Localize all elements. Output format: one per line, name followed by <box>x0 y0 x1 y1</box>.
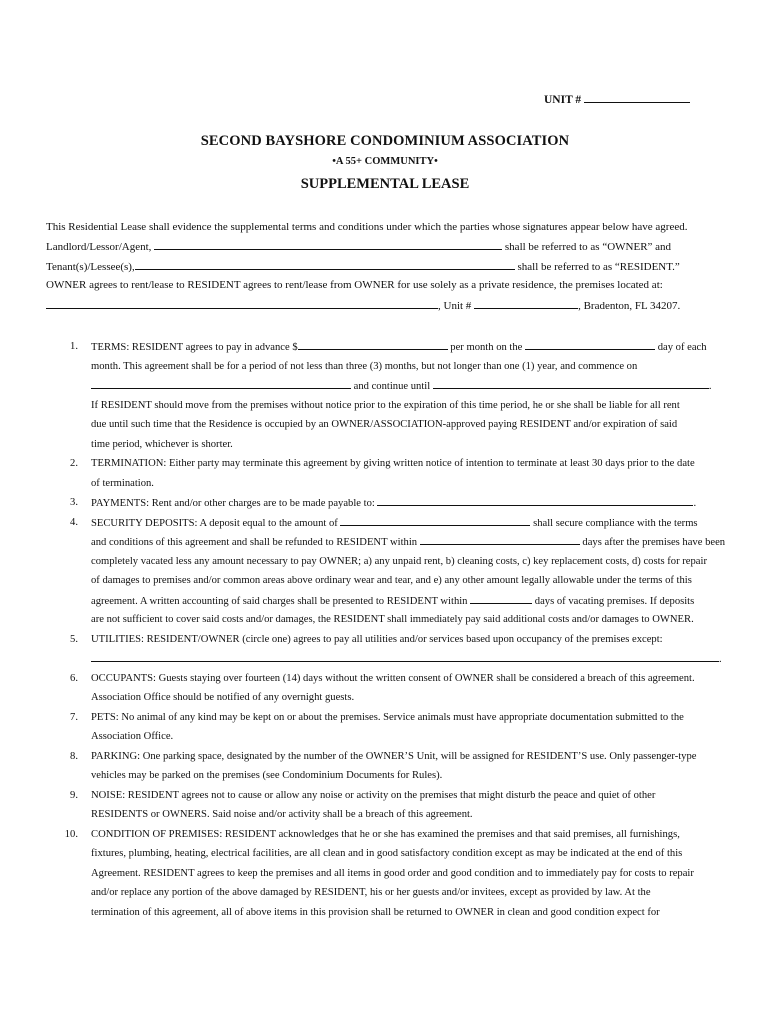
tenant-label: Tenant(s)/Lessee(s), <box>46 260 135 273</box>
item-text: shall secure compliance with the terms <box>533 517 698 529</box>
item-text: completely vacated less any amount necessary to pay OWNER; a) any unpaid rent, b) cleaning costs, c) key replacement costs, d) costs for repair <box>91 555 707 567</box>
list-item-occupants <box>46 669 726 708</box>
item-text: TERMINATION: Either party may terminate this agreement by giving written notice of intention to terminate at least 30 days prior to the date <box>91 458 695 469</box>
item-text: TERMS: RESIDENT agrees to pay in advance $ <box>91 342 298 353</box>
item-text: per month on the <box>450 342 523 353</box>
unit-label-inline: , Unit # <box>438 299 472 312</box>
item-text: of termination. <box>91 477 154 489</box>
item-number: 6. <box>70 672 78 684</box>
premises-unit-blank[interactable] <box>474 296 578 309</box>
document-title: SUPPLEMENTAL LEASE <box>300 176 470 192</box>
item-number: 10. <box>64 828 78 840</box>
item-text: UTILITIES: RESIDENT/OWNER (circle one) agrees to pay all utilities and/or services based upon occupancy of the premises except: <box>91 633 663 645</box>
item-text: of damages to premises and/or common areas above ordinary wear and tear, and e) any other amount legally allowable under the terms of this <box>91 575 692 586</box>
item-text: . <box>708 381 712 392</box>
item-number: 7. <box>70 711 78 723</box>
item-text: RESIDENTS or OWNERS. Said noise and/or activity shall be a breach of this agreement. <box>91 809 473 820</box>
community-subtitle: •A 55+ COMMUNITY• <box>332 156 438 167</box>
landlord-blank[interactable] <box>154 237 502 250</box>
item-number: 8. <box>70 750 78 762</box>
tenant-line <box>46 257 726 276</box>
item-text: OCCUPANTS: Guests staying over fourteen (14) days without the written consent of OWNER shall be considered a breach of this agreement. <box>91 672 695 684</box>
end-date-blank[interactable] <box>433 376 709 389</box>
item-text: days of vacating premises. If deposits <box>534 595 695 607</box>
landlord-suffix: shall be referred to as “OWNER” and <box>504 241 672 254</box>
deposit-amount-blank[interactable] <box>340 513 530 526</box>
item-text: agreement. A written accounting of said charges shall be presented to RESIDENT within <box>91 595 468 607</box>
item-number: 9. <box>70 789 78 801</box>
commence-date-blank[interactable] <box>91 376 351 389</box>
landlord-line <box>46 237 726 256</box>
list-item-security-deposits <box>46 513 726 630</box>
item-text: . <box>719 654 722 665</box>
item-text: day of each <box>657 342 707 353</box>
item-text: and continue until <box>353 381 431 392</box>
unit-number-field <box>544 92 690 106</box>
list-item-terms <box>46 337 726 454</box>
intro-line: This Residential Lease shall evidence the supplemental terms and conditions under which the parties whose signatures appear below have agreed. <box>46 221 688 233</box>
payee-blank[interactable] <box>377 493 693 506</box>
item-text: . <box>693 498 697 509</box>
item-text: termination of this agreement, all of above items in this provision shall be returned to OWNER in clean and good condition expect for <box>91 906 660 918</box>
item-text: days after the premises have been <box>582 537 726 548</box>
premises-line <box>46 296 726 315</box>
item-text: CONDITION OF PREMISES: RESIDENT acknowledges that he or she has examined the premises and that said premises, all furnishings, <box>91 828 680 840</box>
item-text: Agreement. RESIDENT agrees to keep the premises and all items in good order and good condition and to immediately pay for costs to repair <box>91 867 694 879</box>
item-text: due until such time that the Residence is occupied by an OWNER/ASSOCIATION-approved paying RESIDENT and/or expiration of said <box>91 419 678 430</box>
rent-amount-blank[interactable] <box>298 337 448 350</box>
item-number: 2. <box>70 458 78 469</box>
list-item-parking <box>46 747 726 786</box>
item-text: Association Office should be notified of any overnight guests. <box>91 692 355 703</box>
item-text: vehicles may be parked on the premises (see Condominium Documents for Rules). <box>91 770 443 781</box>
unit-blank[interactable] <box>584 92 690 103</box>
tenant-blank[interactable] <box>135 257 515 270</box>
list-item-pets <box>46 708 726 747</box>
item-text: time period, whichever is shorter. <box>91 438 233 450</box>
terms-list <box>46 337 726 922</box>
utilities-exceptions-blank[interactable] <box>91 649 719 662</box>
item-text: month. This agreement shall be for a period of not less than three (3) months, but not longer than one (1) year, and commence on <box>91 360 638 372</box>
list-item-noise <box>46 786 726 825</box>
city-label: , Bradenton, FL 34207. <box>578 299 681 312</box>
accounting-days-blank[interactable] <box>470 591 532 604</box>
item-number: 1. <box>70 341 78 352</box>
list-item-condition <box>46 825 726 923</box>
item-text: fixtures, plumbing, heating, electrical facilities, are all clean and in good satisfactory condition except as may be indicated at the end of this <box>91 848 683 859</box>
list-item-termination <box>46 454 726 493</box>
item-text: Association Office. <box>91 731 174 742</box>
association-title: SECOND BAYSHORE CONDOMINIUM ASSOCIATION <box>200 133 570 149</box>
landlord-label: Landlord/Lessor/Agent, <box>46 241 152 254</box>
item-number: 4. <box>70 516 78 528</box>
item-text: If RESIDENT should move from the premises without notice prior to the expiration of this time period, he or she shall be liable for all rent <box>91 399 680 411</box>
refund-days-blank[interactable] <box>420 532 580 545</box>
item-text: PETS: No animal of any kind may be kept on or about the premises. Service animals must have appropriate documentation submitted to the <box>91 711 684 723</box>
tenant-suffix: shall be referred to as “RESIDENT.” <box>517 260 680 273</box>
item-number: 5. <box>70 633 78 645</box>
list-item-payments <box>46 493 726 513</box>
item-text: SECURITY DEPOSITS: A deposit equal to the amount of <box>91 517 338 529</box>
item-text: and conditions of this agreement and shall be refunded to RESIDENT within <box>91 537 418 548</box>
item-text: and/or replace any portion of the above damaged by RESIDENT, his or her guests and/or invitees, except as provided by law. At the <box>91 887 651 898</box>
unit-label: UNIT # <box>544 94 582 106</box>
item-text: NOISE: RESIDENT agrees not to cause or allow any noise or activity on the premises that might disturb the peace and quiet of other <box>91 789 656 801</box>
intro-section <box>46 218 726 315</box>
premises-address-blank[interactable] <box>46 296 438 309</box>
list-item-utilities <box>46 630 726 669</box>
rent-day-blank[interactable] <box>525 337 655 350</box>
item-text: are not sufficient to cover said costs and/or damages, the RESIDENT shall immediately pay said additional costs and/or damages to OWNER. <box>91 614 694 625</box>
item-text: PAYMENTS: Rent and/or other charges are to be made payable to: <box>91 498 375 509</box>
owner-agrees-line: OWNER agrees to rent/lease to RESIDENT agrees to rent/lease from OWNER for use solely as a private residence, the premises located at: <box>46 279 663 292</box>
item-number: 3. <box>70 497 78 508</box>
item-text: PARKING: One parking space, designated by the number of the OWNER’S Unit, will be assigned for RESIDENT’S use. Only passenger-type <box>91 750 697 762</box>
